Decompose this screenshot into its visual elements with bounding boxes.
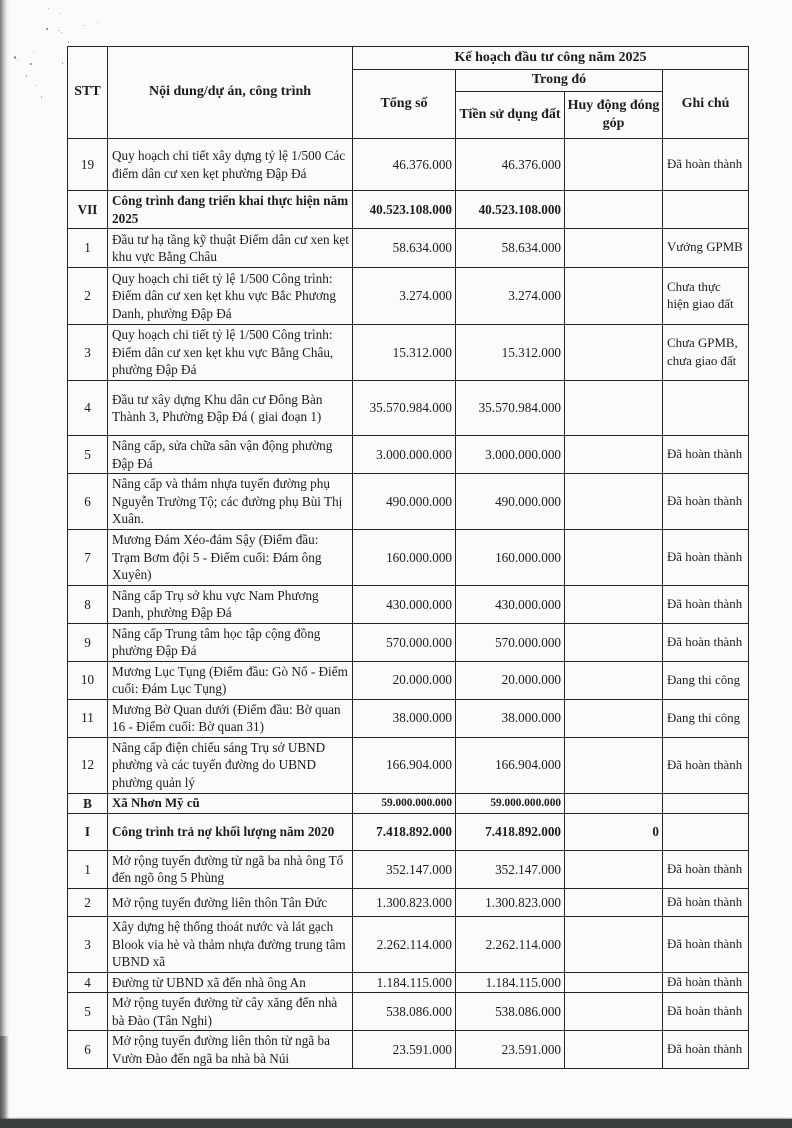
table-row: [68, 586, 749, 624]
cell-land-use: 46.376.000: [456, 139, 565, 191]
cell-note: Đang thi công: [663, 661, 749, 699]
table-body: [68, 139, 749, 1069]
cell-contribution: [565, 381, 663, 436]
cell-land-use: 7.418.892.000: [456, 813, 565, 850]
cell-note: Đã hoàn thành: [663, 623, 749, 661]
cell-contribution: [565, 268, 663, 325]
cell-content: Quy hoạch chi tiết tỷ lệ 1/500 Công trình: Điểm dân cư xen kẹt khu vực Bắc Phương Danh, phường Đập Đá: [108, 268, 353, 325]
table-row: [68, 1031, 749, 1069]
cell-content: Công trình trả nợ khối lượng năm 2020: [108, 813, 353, 850]
cell-contribution: [565, 972, 663, 992]
cell-stt: 10: [68, 661, 108, 699]
cell-contribution: [565, 325, 663, 381]
table-header: [68, 47, 749, 139]
cell-contribution: [565, 661, 663, 699]
cell-content: Đường từ UBND xã đến nhà ông An: [108, 972, 353, 992]
table-row: [68, 793, 749, 813]
cell-note: Đã hoàn thành: [663, 916, 749, 972]
cell-total: 352.147.000: [353, 850, 456, 888]
cell-content: Công trình đang triển khai thực hiện năm 2025: [108, 191, 353, 229]
cell-contribution: [565, 623, 663, 661]
cell-content: Mở rộng tuyến đường từ cây xăng đến nhà bà Đào (Tân Nghi): [108, 993, 353, 1031]
cell-note: Đã hoàn thành: [663, 530, 749, 586]
cell-stt: 7: [68, 530, 108, 586]
cell-total: 15.312.000: [353, 325, 456, 381]
cell-stt: 8: [68, 586, 108, 624]
table-row: [68, 139, 749, 191]
speck-dot: [61, 32, 62, 33]
cell-land-use: 570.000.000: [456, 623, 565, 661]
cell-note: Đã hoàn thành: [663, 586, 749, 624]
speck-dot: [68, 41, 69, 43]
cell-total: 20.000.000: [353, 661, 456, 699]
table-row: [68, 229, 749, 268]
table-row: [68, 530, 749, 586]
table-row: [68, 916, 749, 972]
cell-contribution: [565, 530, 663, 586]
cell-content: Xã Nhơn Mỹ cũ: [108, 793, 353, 813]
header-note: Ghi chú: [663, 70, 749, 139]
cell-content: Mở rộng tuyến đường từ ngã ba nhà ông Tổ đến ngõ ông 5 Phùng: [108, 850, 353, 888]
cell-contribution: [565, 1031, 663, 1069]
cell-content: Nâng cấp và thảm nhựa tuyến đường phụ Nguyễn Trường Tộ; các đường phụ Bùi Thị Xuân.: [108, 474, 353, 530]
cell-total: 538.086.000: [353, 993, 456, 1031]
cell-contribution: [565, 916, 663, 972]
cell-stt: 4: [68, 381, 108, 436]
cell-stt: 6: [68, 1031, 108, 1069]
cell-stt: 2: [68, 888, 108, 916]
cell-total: 38.000.000: [353, 699, 456, 737]
cell-land-use: 538.086.000: [456, 993, 565, 1031]
header-of-which: Trong đó: [456, 70, 663, 92]
cell-land-use: 166.904.000: [456, 737, 565, 793]
cell-land-use: 490.000.000: [456, 474, 565, 530]
cell-note: Đã hoàn thành: [663, 139, 749, 191]
cell-stt: 9: [68, 623, 108, 661]
speck-dot: [26, 75, 27, 77]
cell-land-use: 1.300.823.000: [456, 888, 565, 916]
cell-stt: 3: [68, 916, 108, 972]
header-land-use: Tiền sử dụng đất: [456, 92, 565, 139]
scan-bottom-edge-band: [0, 1119, 792, 1128]
speck-dot: [33, 52, 34, 53]
cell-stt: 5: [68, 993, 108, 1031]
cell-content: Mương Lục Tụng (Điểm đầu: Gò Nổ - Điểm cuối: Đám Lục Tụng): [108, 661, 353, 699]
cell-contribution: [565, 586, 663, 624]
investment-plan-table: [67, 46, 749, 1069]
cell-stt: VII: [68, 191, 108, 229]
table-row: [68, 381, 749, 436]
speck-dot: [36, 85, 37, 86]
table-row: [68, 436, 749, 474]
table-row: [68, 623, 749, 661]
speck-dot: [83, 25, 84, 26]
cell-stt: 1: [68, 850, 108, 888]
cell-content: Quy hoạch chi tiết xây dựng tỷ lệ 1/500 Các điểm dân cư xen kẹt phường Đập Đá: [108, 139, 353, 191]
cell-land-use: 58.634.000: [456, 229, 565, 268]
header-contribution: Huy động đóng góp: [565, 92, 663, 139]
speck-dot: [17, 60, 18, 61]
cell-total: 570.000.000: [353, 623, 456, 661]
cell-note: Đã hoàn thành: [663, 972, 749, 992]
cell-contribution: [565, 229, 663, 268]
cell-total: 2.262.114.000: [353, 916, 456, 972]
cell-contribution: [565, 993, 663, 1031]
cell-total: 23.591.000: [353, 1031, 456, 1069]
cell-contribution: [565, 474, 663, 530]
cell-total: 46.376.000: [353, 139, 456, 191]
cell-note: Chưa GPMB, chưa giao đất: [663, 325, 749, 381]
table-row: [68, 888, 749, 916]
table-row: [68, 813, 749, 850]
table-row: [68, 474, 749, 530]
cell-content: Mương Đám Xéo-đám Sậy (Điểm đầu: Trạm Bơm đội 5 - Điểm cuối: Đám ông Xuyên): [108, 530, 353, 586]
cell-land-use: 2.262.114.000: [456, 916, 565, 972]
cell-land-use: 15.312.000: [456, 325, 565, 381]
cell-content: Xây dựng hệ thống thoát nước và lát gạch Blook via hè và thảm nhựa đường trung tâm UBND xã: [108, 916, 353, 972]
cell-stt: 1: [68, 229, 108, 268]
cell-stt: I: [68, 813, 108, 850]
cell-content: Mở rộng tuyến đường liên thôn từ ngã ba Vườn Đào đến ngã ba nhà bà Núi: [108, 1031, 353, 1069]
cell-contribution: [565, 888, 663, 916]
cell-land-use: 35.570.984.000: [456, 381, 565, 436]
cell-note: Vướng GPMB: [663, 229, 749, 268]
cell-total: 58.634.000: [353, 229, 456, 268]
cell-land-use: 1.184.115.000: [456, 972, 565, 992]
speck-dot: [14, 56, 16, 59]
cell-stt: 6: [68, 474, 108, 530]
cell-note: Đã hoàn thành: [663, 888, 749, 916]
speck-dot: [30, 63, 32, 65]
cell-stt: B: [68, 793, 108, 813]
cell-note: [663, 813, 749, 850]
cell-total: 490.000.000: [353, 474, 456, 530]
cell-stt: 11: [68, 699, 108, 737]
cell-content: Đầu tư xây dựng Khu dân cư Đông Bàn Thành 3, Phường Đập Đá ( giai đoạn 1): [108, 381, 353, 436]
cell-land-use: 3.000.000.000: [456, 436, 565, 474]
speck-dot: [60, 13, 61, 14]
cell-note: [663, 381, 749, 436]
cell-total: 35.570.984.000: [353, 381, 456, 436]
cell-land-use: 430.000.000: [456, 586, 565, 624]
cell-total: 59.000.000.000: [353, 793, 456, 813]
cell-content: Mở rộng tuyến đường liên thôn Tân Đức: [108, 888, 353, 916]
table-row: [68, 699, 749, 737]
cell-contribution: [565, 436, 663, 474]
scan-left-edge-dark: [0, 1036, 9, 1128]
speck-dot: [58, 30, 59, 31]
table-row: [68, 191, 749, 229]
cell-land-use: 3.274.000: [456, 268, 565, 325]
table-row: [68, 850, 749, 888]
table-row: [68, 661, 749, 699]
cell-note: Đã hoàn thành: [663, 436, 749, 474]
cell-total: 1.184.115.000: [353, 972, 456, 992]
header-total: Tổng số: [353, 70, 456, 139]
cell-land-use: 23.591.000: [456, 1031, 565, 1069]
table-row: [68, 737, 749, 793]
cell-land-use: 20.000.000: [456, 661, 565, 699]
cell-total: 1.300.823.000: [353, 888, 456, 916]
cell-land-use: 59.000.000.000: [456, 793, 565, 813]
cell-land-use: 160.000.000: [456, 530, 565, 586]
table-row: [68, 972, 749, 992]
cell-stt: 19: [68, 139, 108, 191]
table-row: [68, 268, 749, 325]
cell-note: Chưa thực hiện giao đất: [663, 268, 749, 325]
table-row: [68, 993, 749, 1031]
cell-contribution: [565, 850, 663, 888]
cell-land-use: 38.000.000: [456, 699, 565, 737]
cell-content: Nâng cấp Trụ sở khu vực Nam Phương Danh, phường Đập Đá: [108, 586, 353, 624]
speck-dot: [46, 28, 48, 30]
header-content: Nội dung/dự án, công trình: [108, 47, 353, 139]
scan-left-edge-shadow: [0, 0, 10, 1128]
cell-contribution: [565, 139, 663, 191]
cell-note: Đang thi công: [663, 699, 749, 737]
cell-total: 3.000.000.000: [353, 436, 456, 474]
cell-note: Đã hoàn thành: [663, 1031, 749, 1069]
speck-dot: [41, 96, 42, 98]
cell-land-use: 40.523.108.000: [456, 191, 565, 229]
header-plan-title: Kế hoạch đầu tư công năm 2025: [353, 47, 749, 70]
cell-total: 430.000.000: [353, 586, 456, 624]
cell-note: Đã hoàn thành: [663, 850, 749, 888]
header-stt: STT: [68, 47, 108, 139]
cell-content: Mương Bờ Quan dưới (Điểm đầu: Bờ quan 16 - Điểm cuối: Bờ quan 31): [108, 699, 353, 737]
cell-note: [663, 793, 749, 813]
table-row: [68, 325, 749, 381]
cell-stt: 4: [68, 972, 108, 992]
cell-note: [663, 191, 749, 229]
cell-content: Quy hoạch chi tiết tỷ lệ 1/500 Công trình: Điểm dân cư xen kẹt khu vực Bằng Châu, phường Đập Đá: [108, 325, 353, 381]
cell-contribution: [565, 793, 663, 813]
cell-contribution: [565, 699, 663, 737]
cell-stt: 3: [68, 325, 108, 381]
speck-dot: [97, 22, 98, 23]
cell-note: Đã hoàn thành: [663, 474, 749, 530]
cell-note: Đã hoàn thành: [663, 993, 749, 1031]
cell-contribution: [565, 737, 663, 793]
cell-total: 3.274.000: [353, 268, 456, 325]
cell-contribution: 0: [565, 813, 663, 850]
cell-total: 40.523.108.000: [353, 191, 456, 229]
cell-content: Nâng cấp, sửa chữa sân vận động phường Đập Đá: [108, 436, 353, 474]
cell-stt: 12: [68, 737, 108, 793]
cell-content: Nâng cấp Trung tâm học tập cộng đồng phường Đập Đá: [108, 623, 353, 661]
cell-stt: 2: [68, 268, 108, 325]
cell-total: 7.418.892.000: [353, 813, 456, 850]
cell-total: 160.000.000: [353, 530, 456, 586]
cell-land-use: 352.147.000: [456, 850, 565, 888]
cell-content: Đầu tư hạ tầng kỹ thuật Điểm dân cư xen kẹt khu vực Bằng Châu: [108, 229, 353, 268]
cell-content: Nâng cấp điện chiếu sáng Trụ sở UBND phường và các tuyến đường do UBND phường quản lý: [108, 737, 353, 793]
speck-dot: [48, 8, 49, 9]
cell-contribution: [565, 191, 663, 229]
cell-stt: 5: [68, 436, 108, 474]
speck-dot: [62, 62, 63, 64]
cell-note: Đã hoàn thành: [663, 737, 749, 793]
cell-total: 166.904.000: [353, 737, 456, 793]
